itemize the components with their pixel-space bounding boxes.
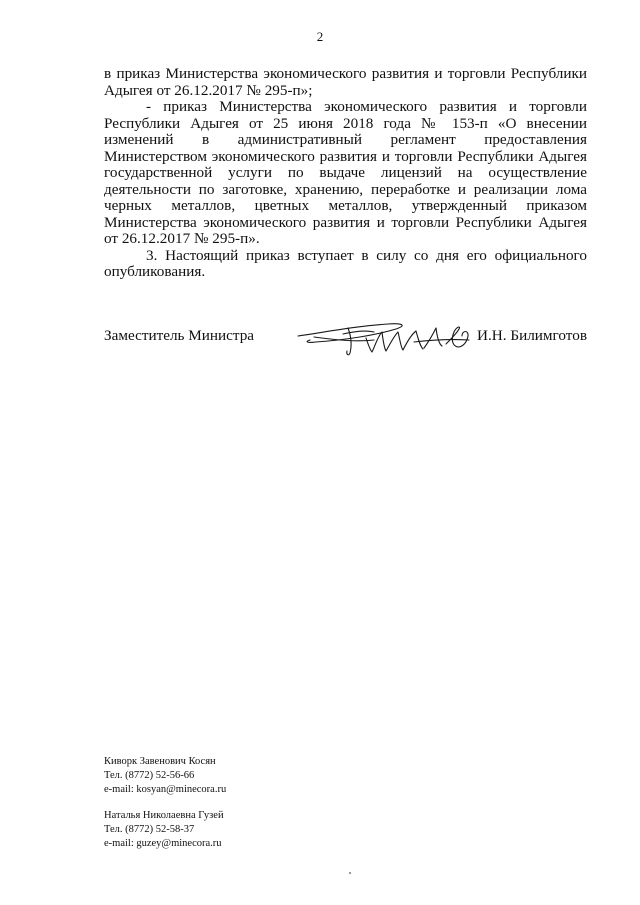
- contact-block: [104, 809, 226, 850]
- signer-name: И.Н. Билимготов: [477, 327, 587, 344]
- contact-name: Наталья Николаевна Гузей: [104, 810, 224, 822]
- contact-block: [104, 755, 226, 796]
- paragraph-order-list-item: - приказ Министерства экономического развития и торговли Республики Адыгея от 25 июня 2018 года № 153-п «О внесении изменений в административный регламент предоставления Министерством экономического развития и торговли Республики Адыгея государственной услуги по выдаче лицензий на осуществление деятельности по заготовке, хранению, переработке и реализации лома черных металлов, цветных металлов, утвержденный приказом Министерства экономического развития и торговли Республики Адыгея от 26.12.2017 № 295-п».: [104, 98, 587, 247]
- paragraph-continuation: в приказ Министерства экономического развития и торговли Республики Адыгея от 26.12.2017 № 295-п»;: [104, 65, 587, 99]
- contact-email: e-mail: kosyan@minecora.ru: [104, 783, 227, 795]
- handwritten-signature: [296, 318, 471, 358]
- contact-name: Киворк Завенович Косян: [104, 756, 216, 767]
- signature-block: [104, 318, 587, 358]
- contact-phone: Тел. (8772) 52-58-37: [104, 824, 195, 836]
- contacts-section: [104, 755, 226, 864]
- paragraph-effective-date: 3. Настоящий приказ вступает в силу со дня его официального опубликования.: [104, 246, 587, 280]
- document-body: [104, 66, 587, 281]
- contact-phone: Тел. (8772) 52-56-66: [104, 769, 195, 781]
- page-number: 2: [316, 29, 324, 44]
- signer-title: Заместитель Министра: [104, 327, 255, 344]
- scan-speck: [349, 872, 351, 874]
- contact-email: e-mail: guzey@minecora.ru: [104, 837, 222, 849]
